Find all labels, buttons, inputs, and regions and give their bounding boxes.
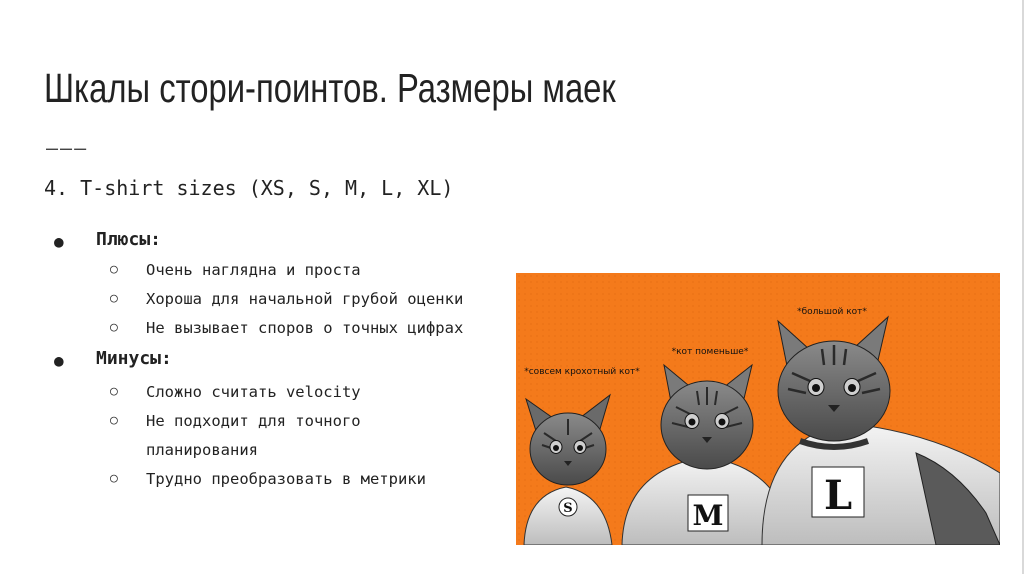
caption-medium-cat: *кот поменьше* bbox=[671, 347, 749, 357]
pros-item: Не вызывает споров о точных цифрах bbox=[146, 319, 464, 337]
caption-small-cat: *совсем крохотный кот* bbox=[524, 367, 640, 377]
small-cat-left-pupil bbox=[553, 445, 559, 451]
cons-item-bullet: ○ bbox=[110, 384, 118, 399]
cats-tshirt-sizes-image bbox=[516, 273, 1000, 545]
pros-bullet: ● bbox=[54, 232, 64, 251]
pros-item: Хороша для начальной грубой оценки bbox=[146, 290, 464, 308]
cons-item: Сложно считать velocity bbox=[146, 383, 361, 401]
cons-item-continuation: планирования bbox=[146, 441, 258, 459]
small-cat bbox=[524, 395, 612, 545]
slide-subtitle: 4. T-shirt sizes (XS, S, M, L, XL) bbox=[44, 176, 454, 200]
title-divider: ——— bbox=[46, 136, 89, 160]
pros-item-bullet: ○ bbox=[110, 320, 118, 335]
pros-label: Плюсы: bbox=[96, 229, 162, 250]
pros-item-bullet: ○ bbox=[110, 262, 118, 277]
cons-item-bullet: ○ bbox=[110, 471, 118, 486]
medium-cat-left-pupil bbox=[689, 419, 696, 426]
pros-item: Очень наглядна и проста bbox=[146, 261, 361, 279]
pros-item-bullet: ○ bbox=[110, 291, 118, 306]
cons-label: Минусы: bbox=[96, 348, 172, 369]
slide-title: Шкалы стори-поинтов. Размеры маек bbox=[44, 65, 616, 111]
medium-cat-shirt-letter: M bbox=[692, 499, 724, 532]
cons-item: Не подходит для точного bbox=[146, 412, 361, 430]
small-cat-shirt-letter: S bbox=[563, 501, 573, 516]
cons-item: Трудно преобразовать в метрики bbox=[146, 470, 426, 488]
large-cat-left-pupil bbox=[812, 384, 820, 392]
medium-cat-right-pupil bbox=[719, 419, 726, 426]
cons-bullet: ● bbox=[54, 351, 64, 370]
small-cat-right-pupil bbox=[577, 445, 583, 451]
large-cat-shirt-letter: L bbox=[823, 472, 853, 519]
large-cat-right-pupil bbox=[848, 384, 856, 392]
caption-large-cat: *большой кот* bbox=[797, 307, 867, 317]
cons-item-bullet: ○ bbox=[110, 413, 118, 428]
